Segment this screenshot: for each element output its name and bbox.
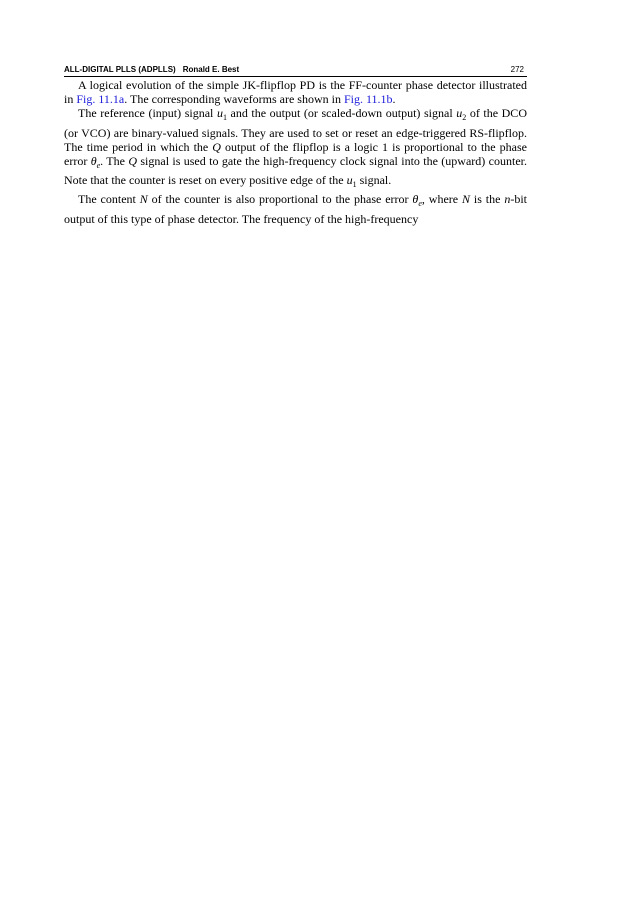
math-u1 bbox=[216, 106, 227, 123]
paragraph-3 bbox=[64, 192, 527, 225]
text-run: signal is used to gate the high-frequency clock signal into the (upward) counter. Note that the counter is reset on every positive edge of the bbox=[64, 154, 527, 188]
math-var: θ bbox=[412, 192, 419, 207]
math-theta-e bbox=[412, 192, 422, 209]
text-run: signal. bbox=[356, 173, 392, 188]
math-n-bits: n bbox=[504, 192, 511, 207]
text-run: A logical evolution of the simple JK-flipflop PD is the FF-counter phase detector illustrated in bbox=[64, 78, 527, 107]
text-run: The reference (input) signal bbox=[78, 106, 217, 121]
text-run: -bit output of this type of phase detector. The frequency of the high-frequency bbox=[64, 192, 527, 226]
text-run: . bbox=[392, 92, 396, 107]
text-run: . The corresponding waveforms are shown in bbox=[124, 92, 344, 107]
math-subscript: 1 bbox=[352, 180, 357, 190]
page-number: 272 bbox=[510, 65, 524, 74]
text-run: The content bbox=[78, 192, 140, 207]
math-var: u bbox=[346, 173, 353, 188]
text-run: of the DCO (or VCO) are binary-valued signals. They are used to set or reset an edge-triggered RS-flipflop. The time period in which the bbox=[64, 106, 527, 154]
figure-link-11-1b[interactable]: Fig. 11.1b bbox=[343, 92, 393, 107]
text-run: is the bbox=[470, 192, 505, 207]
math-subscript: e bbox=[418, 199, 422, 209]
math-u1 bbox=[346, 173, 357, 190]
text-run: and the output (or scaled-down output) signal bbox=[226, 106, 457, 121]
header-left bbox=[64, 65, 239, 74]
book-title: ALL-DIGITAL PLLS (ADPLLS) bbox=[64, 65, 176, 74]
body-text bbox=[64, 78, 527, 226]
math-q: Q bbox=[128, 154, 137, 169]
text-run: output of the flipflop is a logic 1 is proportional to the phase error bbox=[64, 139, 527, 169]
text-run: of the counter is also proportional to the phase error bbox=[147, 192, 413, 207]
text-run: , where bbox=[421, 192, 462, 207]
math-subscript: 1 bbox=[222, 113, 227, 123]
math-theta-e bbox=[90, 154, 101, 171]
math-var: u bbox=[216, 106, 223, 121]
math-var: θ bbox=[90, 154, 97, 169]
math-subscript: 2 bbox=[462, 113, 467, 123]
math-n: N bbox=[461, 192, 470, 207]
text-run: . The bbox=[100, 154, 129, 169]
header-rule bbox=[64, 76, 527, 77]
figure-link-11-1a[interactable]: Fig. 11.1a bbox=[76, 92, 125, 107]
math-q: Q bbox=[212, 139, 221, 154]
math-var: u bbox=[456, 106, 463, 121]
math-u2 bbox=[456, 106, 467, 123]
math-n: N bbox=[139, 192, 148, 207]
author-name: Ronald E. Best bbox=[182, 65, 240, 74]
paragraph-2 bbox=[64, 106, 527, 192]
math-subscript: e bbox=[96, 161, 101, 171]
paragraph-1 bbox=[64, 78, 527, 106]
